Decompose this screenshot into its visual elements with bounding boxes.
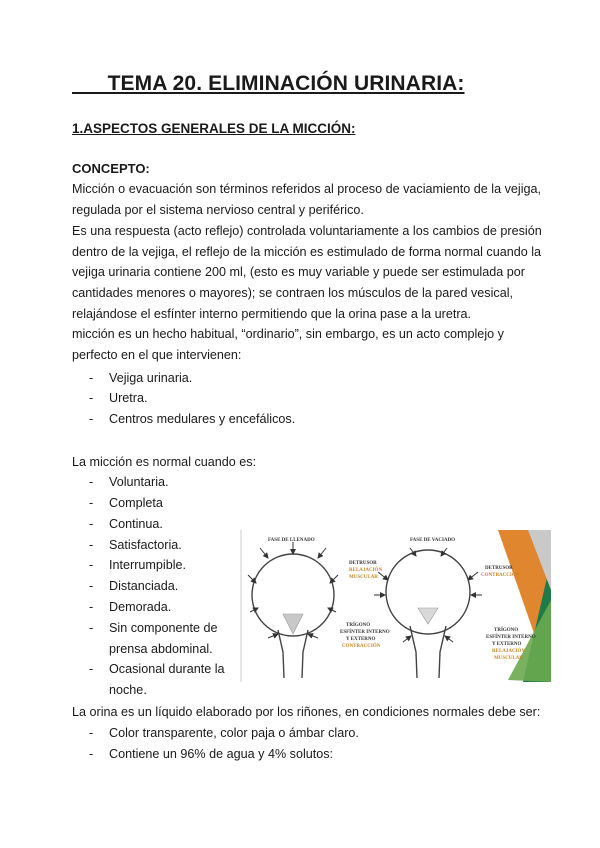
trigono-right-4: RELAJACIÓN [492,649,526,654]
list-bullet: - [89,371,94,385]
list-bullet: - [89,726,94,740]
list-bullet: - [89,538,94,552]
detrusor-right-2: CONTRACCIÓN [481,573,520,578]
trigono-right-5: MUSCULAR [494,656,523,661]
list-bullet: - [89,600,94,614]
paragraph-line: Es una respuesta (acto reflejo) controlada voluntariamente a los cambios de presión [72,224,542,238]
list-item: Contiene un 96% de agua y 4% solutos: [109,747,334,761]
list-item: Interrumpible. [109,558,186,572]
list-item: Vejiga urinaria. [109,371,193,385]
paragraph-line: perfecto en el que intervienen: [72,348,242,362]
detrusor-right-1: DETRUSOR [485,566,513,571]
list-item: Ocasional durante la [109,662,225,676]
detrusor-left-2: RELAJACIÓN [349,568,383,573]
concept-heading: CONCEPTO: [72,161,150,176]
list-bullet: - [89,621,94,635]
empty-phase-label: FASE DE VACIADO [410,538,456,543]
list-bullet: - [89,558,94,572]
trigono-left-2: ESFÍNTER INTERNO [340,630,390,635]
bladder-diagram [238,530,551,682]
list-item: Uretra. [109,391,148,405]
paragraph-line: dentro de la vejiga, el reflejo de la micción es estimulado de forma normal cuando la [72,245,542,259]
list-item: Distanciada. [109,579,179,593]
section-heading: 1.ASPECTOS GENERALES DE LA MICCIÓN: [72,121,356,136]
trigono-right-2: ESFÍNTER INTERNO [486,635,536,640]
list-item: Sin componente de [109,621,218,635]
list-bullet: - [89,412,94,426]
list-item-continuation: noche. [109,683,147,697]
list-bullet: - [89,662,94,676]
list-item: Voluntaria. [109,475,169,489]
paragraph-line: Micción o evacuación son términos referidos al proceso de vaciamiento de la vejiga, [72,182,542,196]
trigono-left-3: Y EXTERNO [346,637,376,642]
list-item: Satisfactoria. [109,538,182,552]
list-bullet: - [89,517,94,531]
trigono-right-1: TRÍGONO [494,628,519,633]
trigono-left-1: TRÍGONO [346,623,371,628]
page-title: TEMA 20. ELIMINACIÓN URINARIA: [72,72,465,95]
paragraph-line: cantidades menores o mayores); se contraen los músculos de la pared vesical, [72,286,514,300]
list-item: Color transparente, color paja o ámbar claro. [109,726,359,740]
fill-phase-label: FASE DE LLENADO [268,538,315,543]
normal-intro: La micción es normal cuando es: [72,455,257,469]
list-item: Continua. [109,517,163,531]
paragraph-line: regulada por el sistema nervioso central y periférico. [72,203,364,217]
list-bullet: - [89,475,94,489]
detrusor-left-3: MUSCULAR [349,575,378,580]
paragraph-line: micción es un hecho habitual, “ordinario”, sin embargo, es un acto complejo y [72,327,504,341]
detrusor-left-1: DETRUSOR [349,561,377,566]
paragraph-line: relajándose el esfínter interno permitiendo que la orina pase a la uretra. [72,307,472,321]
orina-intro: La orina es un líquido elaborado por los riñones, en condiciones normales debe ser: [72,705,541,719]
list-bullet: - [89,747,94,761]
paragraph-line: vejiga urinaria contiene 200 ml, (esto es muy variable y puede ser estimulada por [72,265,525,279]
list-bullet: - [89,391,94,405]
list-item-continuation: prensa abdominal. [109,642,213,656]
list-item: Demorada. [109,600,172,614]
list-bullet: - [89,496,94,510]
trigono-left-4: CONTRACCIÓN [342,644,381,649]
trigono-right-3: Y EXTERNO [492,642,522,647]
bladder-phases-figure [238,530,551,682]
list-item: Centros medulares y encefálicos. [109,412,296,426]
list-item: Completa [109,496,163,510]
list-bullet: - [89,579,94,593]
